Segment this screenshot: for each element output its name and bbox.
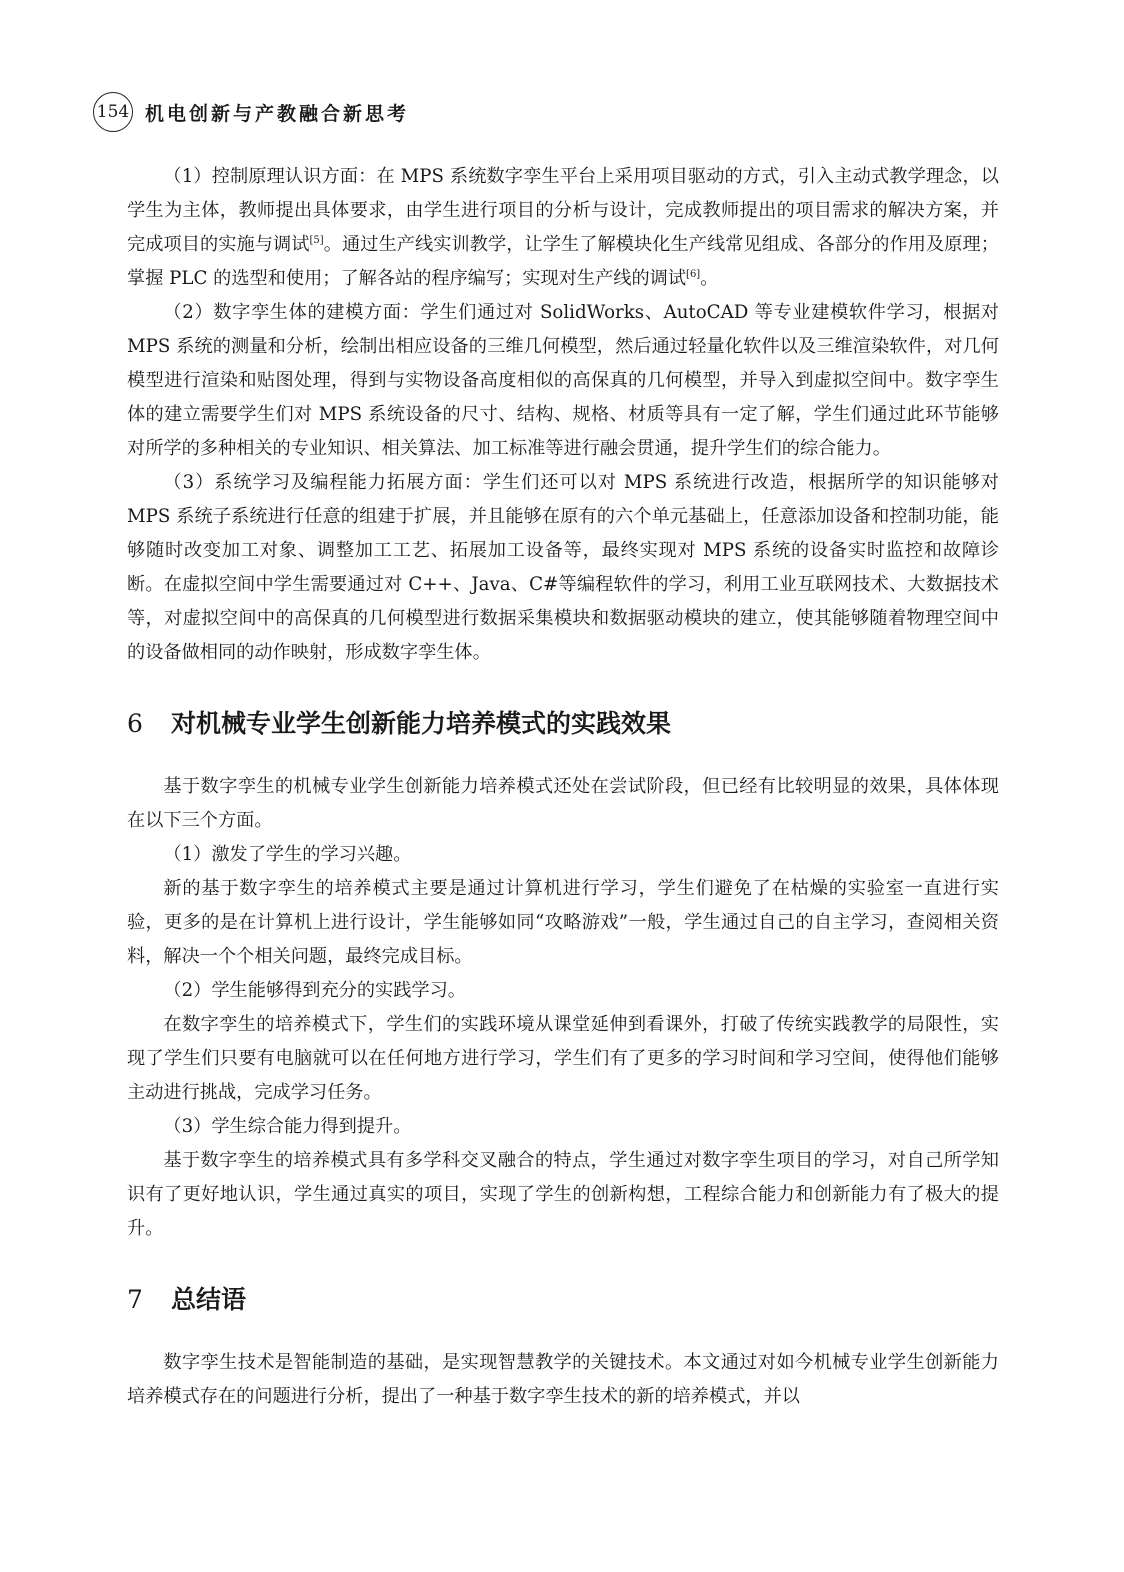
paragraph: 基于数字孪生的机械专业学生创新能力培养模式还处在尝试阶段，但已经有比较明显的效果，具体体现在以下三个方面。 — [127, 776, 999, 831]
citation[interactable]: [5] — [309, 234, 324, 246]
body-text — [127, 160, 999, 1414]
paragraph: 新的基于数字孪生的培养模式主要是通过计算机进行学习，学生们避免了在枯燥的实验室一直进行实验，更多的是在计算机上进行设计，学生能够如同“攻略游戏”一般，学生通过自己的自主学习，查阅相关资料，解决一个个相关问题，最终完成目标。 — [127, 878, 999, 967]
paragraph: （3）学生综合能力得到提升。 — [163, 1116, 412, 1137]
paragraph: 基于数字孪生的培养模式具有多学科交叉融合的特点，学生通过对数字孪生项目的学习，对自己所学知识有了更好地认识，学生通过真实的项目，实现了学生的创新构想，工程综合能力和创新能力有了极大的提升。 — [127, 1150, 999, 1239]
paragraph: 在数字孪生的培养模式下，学生们的实践环境从课堂延伸到看课外，打破了传统实践教学的局限性，实现了学生们只要有电脑就可以在任何地方进行学习，学生们有了更多的学习时间和学习空间，使得他们能够主动进行挑战，完成学习任务。 — [127, 1014, 999, 1103]
paragraph: （3）系统学习及编程能力拓展方面：学生们还可以对 MPS 系统进行改造，根据所学的知识能够对 MPS 系统子系统进行任意的组建于扩展，并且能够在原有的六个单元基础上，任意添加设备和控制功能，能够随时改变加工对象、调整加工工艺、拓展加工设备等，最终实现对 MPS 系统的设备实时监控和故障诊断。在虚拟空间中学生需要通过对 C++、Java、C#等编程软件的学习，利用工业互联网技术、大数据技术等，对虚拟空间中的高保真的几何模型进行数据采集模块和数据驱动模块的建立，使其能够随着物理空间中的设备做相同的动作映射，形成数字孪生体。 — [127, 472, 999, 663]
section-number: 7 — [127, 1285, 143, 1314]
section-title: 总结语 — [171, 1285, 247, 1314]
paragraph: （2）学生能够得到充分的实践学习。 — [163, 980, 466, 1001]
section-heading — [127, 1282, 999, 1318]
paragraph: （1）激发了学生的学习兴趣。 — [163, 844, 412, 865]
paragraph: （1）控制原理认识方面：在 MPS 系统数字孪生平台上采用项目驱动的方式，引入主动式教学理念，以学生为主体，教师提出具体要求，由学生进行项目的分析与设计，完成教师提出的项目需求的解决方案，并完成项目的实施与调试[5]。通过生产线实训教学，让学生了解模块化生产线常见组成、各部分的作用及原理；掌握 PLC 的选型和使用；了解各站的程序编写；实现对生产线的调试[6]。 — [127, 166, 999, 289]
citation[interactable]: [6] — [686, 268, 701, 280]
section-title: 对机械专业学生创新能力培养模式的实践效果 — [171, 709, 672, 738]
running-header — [93, 92, 409, 132]
page-number: 154 — [93, 92, 133, 132]
paragraph: 数字孪生技术是智能制造的基础，是实现智慧教学的关键技术。本文通过对如今机械专业学生创新能力培养模式存在的问题进行分析，提出了一种基于数字孪生技术的新的培养模式，并以 — [127, 1352, 999, 1407]
paragraph: （2）数字孪生体的建模方面：学生们通过对 SolidWorks、AutoCAD 等专业建模软件学习，根据对 MPS 系统的测量和分析，绘制出相应设备的三维几何模型，然后通过轻量化软件以及三维渲染软件，对几何模型进行渲染和贴图处理，得到与实物设备高度相似的高保真的几何模型，并导入到虚拟空间中。数字孪生体的建立需要学生们对 MPS 系统设备的尺寸、结构、规格、材质等具有一定了解，学生们通过此环节能够对所学的多种相关的专业知识、相关算法、加工标准等进行融会贯通，提升学生们的综合能力。 — [127, 302, 999, 459]
book-title: 机电创新与产教融合新思考 — [145, 102, 410, 125]
section-number: 6 — [127, 709, 143, 738]
section-heading — [127, 706, 999, 742]
